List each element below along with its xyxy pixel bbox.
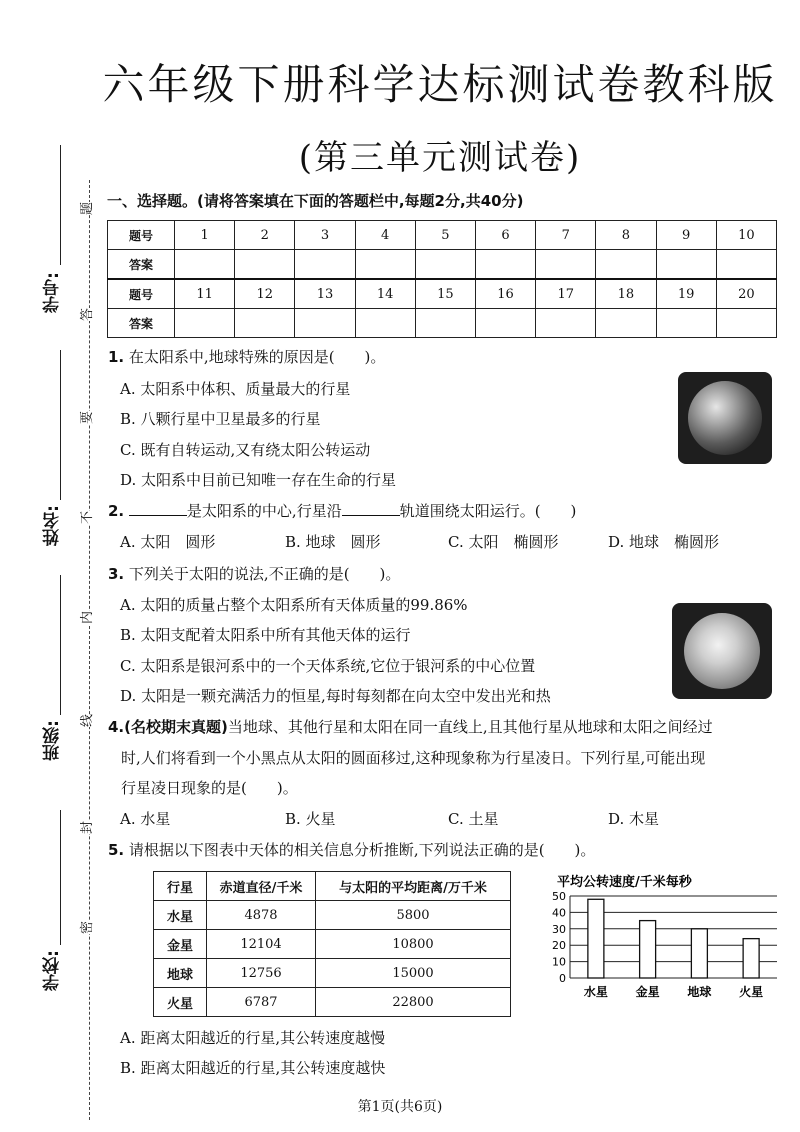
x-tick-label: 金星	[635, 985, 660, 999]
answer-cell[interactable]	[415, 250, 475, 280]
question-number-cell: 5	[415, 221, 475, 250]
planet-data-table	[153, 871, 511, 1017]
option-a: A. 水星	[120, 810, 171, 828]
answer-cell[interactable]	[355, 309, 415, 338]
option-d: D. 太阳是一颗充满活力的恒星,每时每刻都在向太空中发出光和热	[120, 687, 551, 705]
question-number: 5.	[108, 841, 125, 859]
option-c: C. 既有自转运动,又有绕太阳公转运动	[120, 441, 371, 459]
table-header-cell: 答案	[108, 309, 175, 338]
diameter-cell: 6787	[207, 988, 316, 1017]
question-1	[108, 346, 385, 367]
question-number: 3.	[108, 565, 125, 583]
question-5	[108, 839, 595, 860]
seal-char: 题	[73, 202, 98, 215]
question-number: 2.	[108, 502, 125, 520]
option-c: C. 太阳 椭圆形	[448, 533, 559, 551]
answer-cell[interactable]	[536, 309, 596, 338]
question-2	[108, 500, 576, 521]
table-row	[154, 988, 511, 1017]
earth-icon	[688, 381, 762, 455]
question-4	[108, 716, 713, 737]
question-line1: 当地球、其他行星和太阳在同一直线上,且其他行星从地球和太阳之间经过	[227, 718, 713, 736]
bar	[588, 899, 604, 978]
option-b: B. 距离太阳越近的行星,其公转速度越快	[120, 1059, 386, 1077]
question-number-cell: 17	[536, 279, 596, 309]
student-id-label: 学号:	[43, 272, 63, 313]
question-3	[108, 563, 400, 584]
class-label: 班级:	[43, 720, 63, 761]
question-number-cell: 18	[596, 279, 656, 309]
answer-cell[interactable]	[656, 250, 716, 280]
question-number: 1.	[108, 348, 125, 366]
school-line	[60, 810, 61, 945]
question-number-cell: 6	[475, 221, 535, 250]
answer-cell[interactable]	[415, 309, 475, 338]
table-row	[154, 930, 511, 959]
question-number-cell: 14	[355, 279, 415, 309]
planet-name-cell: 水星	[154, 901, 207, 930]
answer-cell[interactable]	[295, 309, 355, 338]
x-tick-label: 水星	[583, 985, 608, 999]
question-4-options	[120, 808, 770, 828]
sun-image	[672, 603, 772, 699]
question-number-cell: 4	[355, 221, 415, 250]
seal-char: 内	[73, 611, 98, 624]
y-tick-label: 10	[552, 955, 566, 969]
question-2-options	[120, 531, 770, 551]
answer-cell[interactable]	[235, 250, 295, 280]
table-row	[154, 959, 511, 988]
question-4-line3: 行星凌日现象的是( )。	[121, 779, 298, 797]
question-number-cell: 7	[536, 221, 596, 250]
answer-table	[107, 220, 777, 338]
answer-cell[interactable]	[596, 250, 656, 280]
table-row	[108, 279, 777, 309]
option-d: D. 地球 椭圆形	[608, 533, 720, 551]
question-number-cell: 3	[295, 221, 355, 250]
option-d: D. 太阳系中目前已知唯一存在生命的行星	[120, 471, 397, 489]
distance-cell: 10800	[316, 930, 511, 959]
question-number-cell: 20	[716, 279, 776, 309]
planet-name-cell: 火星	[154, 988, 207, 1017]
section-heading: 一、选择题。(请将答案填在下面的答题栏中,每题2分,共40分)	[107, 192, 524, 210]
y-tick-label: 50	[552, 890, 566, 903]
table-header-cell: 题号	[108, 221, 175, 250]
answer-cell[interactable]	[596, 309, 656, 338]
class-line	[60, 575, 61, 715]
orbital-speed-chart	[545, 870, 785, 1005]
question-number-cell: 16	[475, 279, 535, 309]
question-number-cell: 1	[175, 221, 235, 250]
option-a: A. 太阳的质量占整个太阳系所有天体质量的99.86%	[120, 596, 468, 614]
question-stem-part1: 是太阳系的中心,行星沿	[186, 502, 342, 520]
option-b: B. 火星	[285, 810, 336, 828]
seal-char: 答	[73, 308, 98, 321]
y-tick-label: 20	[552, 939, 566, 953]
bar	[691, 929, 707, 978]
answer-cell[interactable]	[295, 250, 355, 280]
question-number-cell: 15	[415, 279, 475, 309]
answer-cell[interactable]	[716, 250, 776, 280]
x-tick-label: 地球	[687, 985, 712, 999]
question-number-cell: 19	[656, 279, 716, 309]
school-label: 学校:	[43, 950, 63, 991]
question-number-cell: 11	[175, 279, 235, 309]
option-a: A. 太阳系中体积、质量最大的行星	[120, 380, 351, 398]
answer-cell[interactable]	[656, 309, 716, 338]
question-number-cell: 13	[295, 279, 355, 309]
column-header: 与太阳的平均距离/万千米	[316, 872, 511, 901]
student-id-line	[60, 145, 61, 265]
name-label: 姓名:	[43, 505, 63, 546]
option-c: C. 土星	[448, 810, 499, 828]
question-stem: 在太阳系中,地球特殊的原因是( )。	[128, 348, 386, 366]
table-row	[108, 221, 777, 250]
table-header-cell: 答案	[108, 250, 175, 280]
option-c: C. 太阳系是银河系中的一个天体系统,它位于银河系的中心位置	[120, 657, 536, 675]
table-header-cell: 题号	[108, 279, 175, 309]
question-number-cell: 10	[716, 221, 776, 250]
seal-char: 线	[73, 714, 98, 727]
question-stem-part2: 轨道围绕太阳运行。( )	[399, 502, 577, 520]
answer-cell[interactable]	[475, 309, 535, 338]
y-tick-label: 40	[552, 906, 566, 920]
answer-cell[interactable]	[175, 250, 235, 280]
chart-title: 平均公转速度/千米每秒	[557, 875, 692, 890]
option-d: D. 木星	[608, 810, 660, 828]
page-footer: 第1页(共6页)	[357, 1099, 443, 1115]
diameter-cell: 12756	[207, 959, 316, 988]
page-subtitle: (第三单元测试卷)	[298, 138, 582, 178]
seal-char: 不	[73, 511, 98, 524]
column-header: 赤道直径/千米	[207, 872, 316, 901]
question-stem: 下列关于太阳的说法,不正确的是( )。	[128, 565, 401, 583]
bar	[640, 921, 656, 978]
answer-cell[interactable]	[716, 309, 776, 338]
answer-cell[interactable]	[235, 309, 295, 338]
blank-line	[129, 501, 187, 516]
table-header-row	[154, 872, 511, 901]
x-tick-label: 火星	[739, 985, 764, 999]
question-number-cell: 8	[596, 221, 656, 250]
page-title: 六年级下册科学达标测试卷教科版	[102, 60, 778, 109]
seal-char: 密	[73, 921, 98, 934]
bar	[743, 939, 759, 978]
question-tag: (名校期末真题)	[124, 718, 228, 736]
option-a: A. 距离太阳越近的行星,其公转速度越慢	[120, 1029, 386, 1047]
question-number-cell: 9	[656, 221, 716, 250]
distance-cell: 5800	[316, 901, 511, 930]
y-tick-label: 0	[559, 972, 566, 985]
table-row	[154, 901, 511, 930]
column-header: 行星	[154, 872, 207, 901]
earth-image	[678, 372, 772, 464]
planet-name-cell: 地球	[154, 959, 207, 988]
sun-icon	[684, 613, 760, 689]
seal-char: 要	[73, 411, 98, 424]
question-stem: 请根据以下图表中天体的相关信息分析推断,下列说法正确的是( )。	[128, 841, 596, 859]
seal-char: 封	[73, 821, 98, 834]
name-line	[60, 350, 61, 500]
option-b: B. 太阳支配着太阳系中所有其他天体的运行	[120, 626, 411, 644]
table-row	[108, 250, 777, 280]
answer-cell[interactable]	[355, 250, 415, 280]
table-row	[108, 309, 777, 338]
question-4-line2: 时,人们将看到一个小黑点从太阳的圆面移过,这种现象称为行星凌日。下列行星,可能出现	[121, 749, 706, 767]
distance-cell: 15000	[316, 959, 511, 988]
question-number: 4.	[108, 718, 125, 736]
y-tick-label: 30	[552, 922, 566, 936]
diameter-cell: 12104	[207, 930, 316, 959]
question-number-cell: 2	[235, 221, 295, 250]
option-a: A. 太阳 圆形	[120, 533, 216, 551]
answer-cell[interactable]	[475, 250, 535, 280]
answer-cell[interactable]	[536, 250, 596, 280]
diameter-cell: 4878	[207, 901, 316, 930]
option-b: B. 八颗行星中卫星最多的行星	[120, 410, 321, 428]
distance-cell: 22800	[316, 988, 511, 1017]
question-number-cell: 12	[235, 279, 295, 309]
option-b: B. 地球 圆形	[285, 533, 381, 551]
planet-name-cell: 金星	[154, 930, 207, 959]
blank-line	[342, 501, 400, 516]
answer-cell[interactable]	[175, 309, 235, 338]
